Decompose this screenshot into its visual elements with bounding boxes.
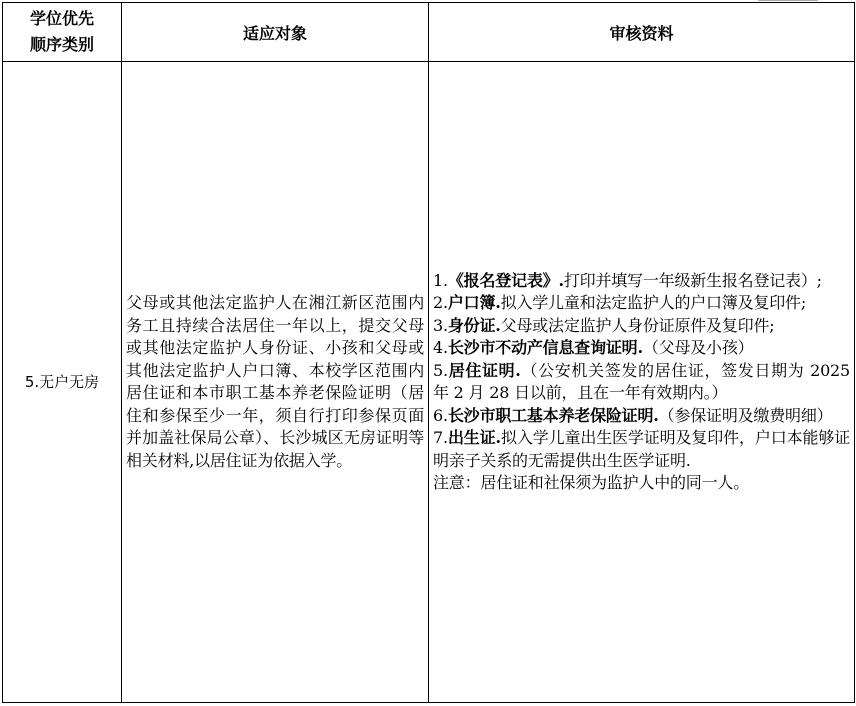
material-item-4 xyxy=(433,337,850,360)
item-number: 6. xyxy=(433,405,448,425)
item-text: （参保证明及缴费明细） xyxy=(658,405,833,425)
item-number: 7. xyxy=(433,428,448,447)
category-cell: 5.无户无房 xyxy=(3,62,122,703)
header-category-line1: 学位优先 xyxy=(29,9,94,28)
material-item-1 xyxy=(433,270,850,293)
item-text: （公安机关签发的居住证，签发日期为 2025 年 2 月 28 日以前，且在一年有效期内。） xyxy=(433,360,851,402)
item-title: 户口簿. xyxy=(447,293,501,312)
item-text: 拟入学儿童和法定监护人的户口簿及复印件; xyxy=(500,293,807,312)
item-title: 长沙市职工基本养老保险证明. xyxy=(447,405,659,425)
top-right-rule xyxy=(758,0,818,1)
materials-cell xyxy=(429,62,855,703)
material-item-3 xyxy=(433,315,850,338)
item-title: 居住证明. xyxy=(447,360,521,380)
item-text: 拟入学儿童出生医学证明及复印件，户口本能够证明亲子关系的无需提供出生医学证明. xyxy=(433,428,850,470)
material-item-6 xyxy=(433,405,850,428)
material-item-5 xyxy=(433,360,850,405)
item-number: 3. xyxy=(433,315,448,335)
header-materials: 审核资料 xyxy=(429,3,855,62)
item-text: 父母或法定监护人身份证原件及复印件; xyxy=(500,315,775,335)
item-title: 身份证. xyxy=(447,315,501,335)
header-target: 适应对象 xyxy=(122,3,429,62)
header-category-line2: 顺序类别 xyxy=(29,35,94,54)
item-text: 打印并填写一年级新生报名登记表）; xyxy=(563,270,822,290)
material-item-2 xyxy=(433,292,850,315)
header-row xyxy=(3,3,855,62)
item-number: 4. xyxy=(433,338,448,357)
admission-policy-table xyxy=(2,2,855,703)
item-number: 2. xyxy=(433,293,448,312)
item-number: 1. xyxy=(433,270,448,290)
item-title: 长沙市不动产信息查询证明. xyxy=(447,338,643,357)
target-cell: 父母或其他法定监护人在湘江新区范围内务工且持续合法居住一年以上，提交父母或其他法定监护人身份证、小孩和父母或其他法定监护人户口簿、本校学区范围内居住证和本市职工基本养老保险证明（居住和参保至少一年，须自行打印参保页面并加盖社保局公章）、长沙城区无房证明等相关材料,以居住证为依据入学。 xyxy=(122,62,429,703)
note-text: 注意：居住证和社保须为监护人中的同一人。 xyxy=(433,473,750,492)
table-row xyxy=(3,62,855,703)
header-category xyxy=(3,3,122,62)
item-title: 《报名登记表》. xyxy=(447,270,564,290)
material-item-7 xyxy=(433,427,850,472)
item-text: （父母及小孩） xyxy=(642,338,754,357)
item-title: 出生证. xyxy=(447,428,501,447)
item-number: 5. xyxy=(433,360,448,380)
